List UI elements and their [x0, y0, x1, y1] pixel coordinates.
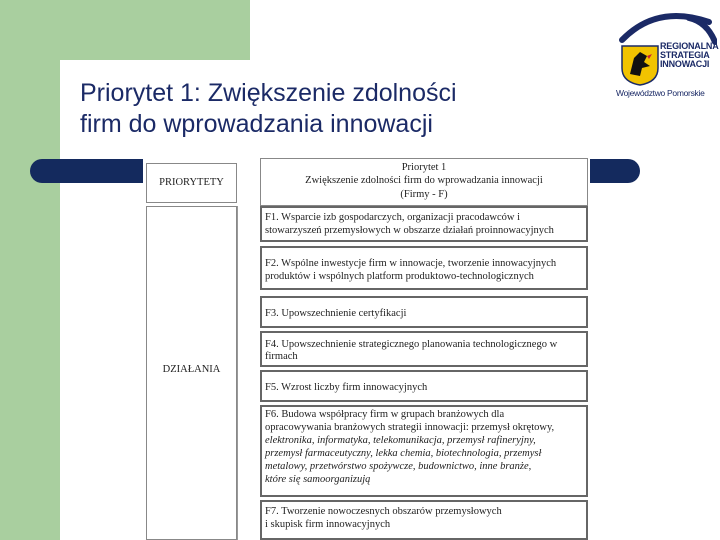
rsi-logo — [612, 4, 718, 100]
header-priority-title: Zwiększenie zdolności firm do wprowadzania innowacji — [305, 175, 543, 186]
action-item — [260, 331, 588, 367]
logo-line-1: REGIONALNA — [660, 41, 719, 51]
column-divider — [237, 206, 238, 540]
logo-line-3: INNOWACJI — [660, 59, 710, 69]
slide-title — [80, 78, 600, 140]
title-line-1: Priorytet 1: Zwiększenie zdolności — [80, 79, 457, 107]
action-f7-line-2: i skupisk firm innowacyjnych — [265, 519, 391, 530]
action-item — [260, 246, 588, 290]
left-green-band — [0, 0, 60, 540]
action-f1-line-1: F1. Wsparcie izb gospodarczych, organizacji pracodawców i — [265, 212, 521, 223]
logo-line-2: STRATEGIA — [660, 50, 710, 60]
action-f2-line-1: F2. Wspólne inwestycje firm w innowacje, tworzenie innowacyjnych — [265, 258, 557, 269]
title-line-2: firm do wprowadzania innowacji — [80, 110, 433, 138]
action-f5-line-1: F5. Wzrost liczby firm innowacyjnych — [265, 382, 428, 393]
header-right-cell — [260, 158, 588, 206]
griffin-shield-icon — [620, 44, 660, 86]
logo-region: Województwo Pomorskie — [616, 88, 705, 98]
action-f6-line-2: opracowywania branżowych strategii innowacji: przemysł okrętowy, — [265, 422, 555, 433]
action-f7-line-1: F7. Tworzenie nowoczesnych obszarów przemysłowych — [265, 506, 502, 517]
action-f2-line-2: produktów i wspólnych platform produktowo-technologicznych — [265, 271, 534, 282]
priority-table-image — [143, 158, 590, 540]
action-f6-line-1: F6. Budowa współpracy firm w grupach branżowych dla — [265, 409, 505, 420]
header-left-label: PRIORYTETY — [159, 177, 224, 188]
action-f1-line-2: stowarzyszeń przemysłowych w obszarze działań proinnowacyjnych — [265, 225, 554, 236]
action-f6-line-5: metalowy, przetwórstwo spożywcze, budownictwo, inne branże, — [265, 461, 532, 472]
actions-label-cell — [146, 206, 237, 540]
header-left-cell — [146, 163, 237, 203]
action-item — [260, 370, 588, 402]
action-f3-line-1: F3. Upowszechnienie certyfikacji — [265, 308, 407, 319]
top-green-band — [60, 0, 250, 60]
action-item — [260, 206, 588, 242]
action-f4-line-1: F4. Upowszechnienie strategicznego planowania technologicznego w — [265, 339, 558, 350]
actions-label: DZIAŁANIA — [162, 364, 221, 375]
action-item — [260, 296, 588, 328]
header-priority-code: (Firmy - F) — [400, 189, 448, 200]
header-priority: Priorytet 1 — [401, 162, 447, 173]
action-item — [260, 405, 588, 497]
action-f6-line-4: przemysł farmaceutyczny, lekka chemia, biotechnologia, przemysł — [265, 448, 542, 459]
action-f6-line-3: elektronika, informatyka, telekomunikacja, przemysł rafineryjny, — [265, 435, 536, 446]
action-item — [260, 500, 588, 540]
logo-text — [660, 42, 719, 69]
action-f6-line-6: które się samoorganizują — [265, 474, 371, 485]
action-f4-line-2: firmach — [265, 351, 298, 362]
